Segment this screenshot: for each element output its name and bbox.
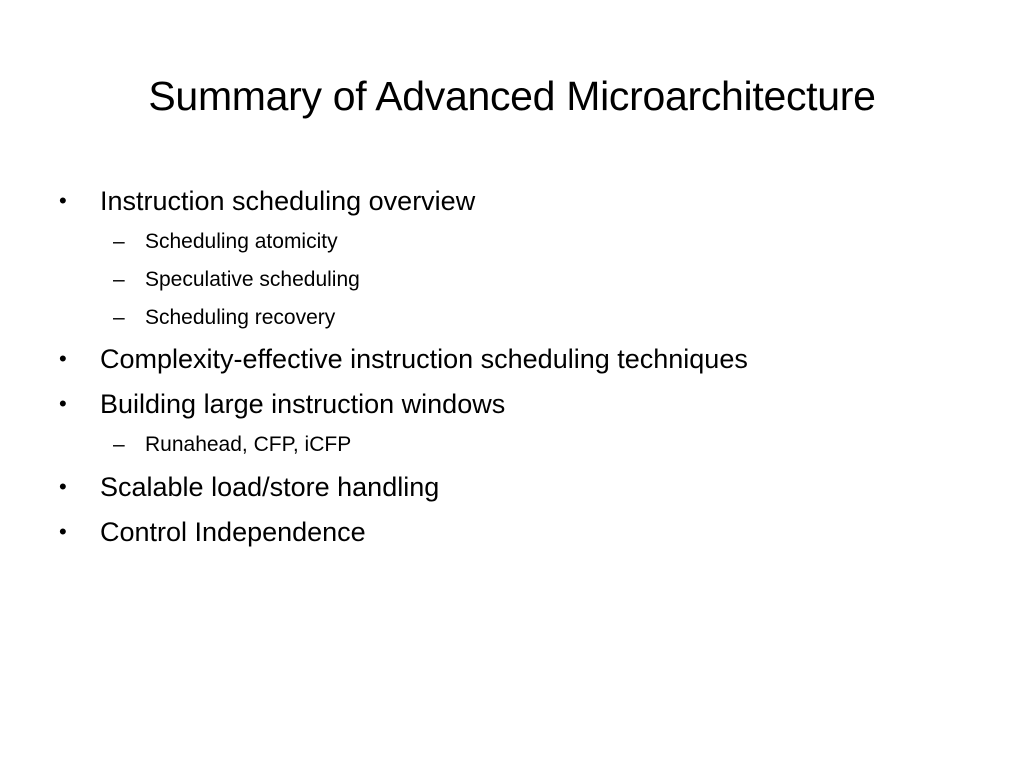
bullet-text: Complexity-effective instruction scheduling techniques [100, 344, 748, 374]
dash-marker: – [113, 268, 125, 291]
bullet-marker: • [59, 391, 67, 416]
bullet-marker: • [59, 474, 67, 499]
bullet-marker: • [59, 346, 67, 371]
bullet-marker: • [59, 519, 67, 544]
bullet-item [59, 341, 748, 377]
bullet-item [59, 514, 366, 550]
dash-marker: – [113, 230, 125, 253]
sub-bullet-item [113, 304, 336, 332]
bullet-text: Building large instruction windows [100, 389, 506, 419]
bullet-item [59, 469, 440, 505]
sub-bullet-text: Scheduling recovery [145, 306, 336, 329]
bullet-item [59, 183, 476, 219]
bullet-text: Instruction scheduling overview [100, 186, 476, 216]
sub-bullet-item [113, 266, 360, 294]
dash-marker: – [113, 306, 125, 329]
bullet-marker: • [59, 188, 67, 213]
sub-bullet-text: Runahead, CFP, iCFP [145, 433, 352, 456]
sub-bullet-item [113, 431, 352, 459]
sub-bullet-text: Speculative scheduling [145, 268, 360, 291]
bullet-text: Scalable load/store handling [100, 472, 440, 502]
sub-bullet-item [113, 228, 338, 256]
bullet-item [59, 386, 506, 422]
dash-marker: – [113, 433, 125, 456]
sub-bullet-text: Scheduling atomicity [145, 230, 338, 253]
slide-title: Summary of Advanced Microarchitecture [148, 73, 876, 119]
bullet-text: Control Independence [100, 517, 366, 547]
